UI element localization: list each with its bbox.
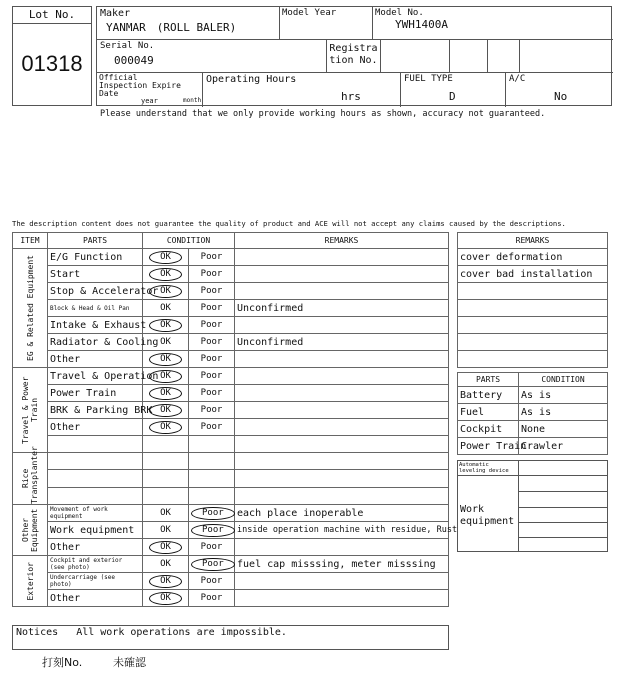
leveling-label: Automatic leveling device [458,461,519,476]
condition-poor [189,249,235,266]
poor-label: Poor [200,388,223,398]
work-equipment-box [457,460,608,552]
part-name [48,487,143,504]
condition-ok [143,505,189,522]
poor-label: Poor [200,286,223,296]
ok-circled: OK [149,251,182,264]
table-row [13,385,449,402]
remark [235,590,449,607]
poor-label: Poor [200,354,223,364]
condition-poor [189,385,235,402]
serial-value: 000049 [114,54,154,67]
condition-ok [143,351,189,368]
table-row [13,487,449,504]
part-name: Other [48,419,143,436]
side-parts-table [457,372,608,455]
stamp-label: 打刻No. [42,656,83,669]
ok-circled: OK [149,353,182,366]
poor-circled: Poor [191,524,235,537]
header-parts: PARTS [48,233,143,249]
ok-circled: OK [149,319,182,332]
work-row [519,507,607,508]
part-name: Stop & Accelerator [48,283,143,300]
table-row [13,402,449,419]
registration-box-1 [381,40,450,73]
condition-table [12,232,458,607]
table-row [13,283,449,300]
side-remark [458,334,608,351]
poor-label: Poor [200,371,223,381]
maker-label: Maker [100,8,131,19]
remark [235,317,449,334]
remark: each place inoperable [235,505,449,522]
lot-label: Lot No. [13,7,91,24]
remark [235,419,449,436]
condition-ok [143,522,189,539]
side-remark-row [458,283,608,300]
side-part-row [458,387,608,404]
condition-poor [189,283,235,300]
condition-ok [143,470,189,487]
table-row [13,419,449,436]
table-row [13,573,449,590]
poor-label: Poor [200,422,223,432]
model-no-cell [373,7,613,40]
side-condition-header: CONDITION [519,373,608,387]
side-part-condition: None [519,421,608,438]
side-remark: cover bad installation [458,266,608,283]
side-part-name: Power Train [458,438,519,455]
part-name: Cockpit and exterior (see photo) [48,556,143,573]
condition-poor [189,556,235,573]
condition-ok [143,436,189,453]
condition-ok [143,453,189,470]
disclaimer: The description content does not guarantee the quality of product and ACE will not accept any claims caused by the descriptions. [12,219,566,228]
side-remark-row [458,266,608,283]
poor-label: Poor [200,252,223,262]
ok-circled: OK [149,592,182,605]
stamp-value: 未確認 [113,656,146,669]
hours-unit: hrs [341,90,361,103]
ok-label: OK [160,525,171,535]
work-label: Work equipment [458,476,519,551]
side-part-name: Cockpit [458,421,519,438]
condition-poor [189,300,235,317]
remark: fuel cap misssing, meter misssing [235,556,449,573]
ok-circled: OK [149,370,182,383]
ok-label: OK [160,508,171,518]
condition-poor [189,351,235,368]
hours-note: Please understand that we only provide working hours as shown, accuracy not guaranteed. [100,109,546,119]
poor-label: Poor [200,303,223,313]
ok-circled: OK [149,285,182,298]
table-row [13,300,449,317]
side-part-row [458,421,608,438]
condition-poor [189,573,235,590]
part-name: Block & Head & Oil Pan [48,300,143,317]
part-name: Other [48,351,143,368]
remark [235,249,449,266]
condition-poor [189,590,235,607]
condition-ok [143,317,189,334]
table-row [13,590,449,607]
part-name: Radiator & Cooling [48,334,143,351]
side-remark-row [458,351,608,368]
model-year-cell [280,7,373,40]
group-label: Rice Transplanter [21,446,39,504]
lot-box [12,6,92,106]
condition-ok [143,556,189,573]
ok-circled: OK [149,404,182,417]
notices-box [12,625,449,650]
header-remarks: REMARKS [235,233,449,249]
side-remark [458,300,608,317]
ok-label: OK [160,303,171,313]
table-row [13,249,449,266]
hours-label: Operating Hours [206,74,297,85]
part-name: Travel & Operation [48,368,143,385]
poor-label: Poor [200,405,223,415]
ac-value: No [554,90,568,103]
condition-poor [189,539,235,556]
table-row [13,539,449,556]
condition-poor [189,522,235,539]
remark [235,266,449,283]
part-name: Other [48,590,143,607]
side-remark-row [458,249,608,266]
remark [235,436,449,453]
table-row [13,351,449,368]
registration-box-3 [488,40,520,73]
inspection-label: Official Inspection Expire Date [99,73,181,98]
notices-text: All work operations are impossible. [76,627,287,638]
notices-label: Notices [16,627,59,638]
month-label: month [183,97,202,104]
ok-circled: OK [149,421,182,434]
condition-ok [143,266,189,283]
condition-ok [143,385,189,402]
table-row [13,453,449,470]
ac-label: A/C [509,74,526,84]
poor-circled: Poor [191,558,235,571]
condition-poor [189,436,235,453]
remark [235,283,449,300]
table-row [13,266,449,283]
side-part-condition: As is [519,387,608,404]
model-no-value: YWH1400A [395,18,448,31]
condition-ok [143,300,189,317]
condition-ok [143,334,189,351]
table-row [13,505,449,522]
registration-box-4 [520,40,613,73]
remark [235,539,449,556]
remark [235,351,449,368]
part-name: Intake & Exhaust [48,317,143,334]
condition-ok [143,487,189,504]
ok-circled: OK [149,575,182,588]
work-row [519,522,607,523]
group-label: EG & Related Equipment [25,255,35,361]
poor-label: Poor [200,593,223,603]
condition-ok [143,539,189,556]
table-row [13,522,449,539]
table-row [13,317,449,334]
table-row [13,368,449,385]
condition-poor [189,453,235,470]
condition-poor [189,368,235,385]
work-row [519,491,607,492]
side-remark: cover deformation [458,249,608,266]
part-name: BRK & Parking BRK [48,402,143,419]
part-name [48,436,143,453]
remark [235,573,449,590]
model-year-label: Model Year [282,8,337,18]
side-part-row [458,438,608,455]
table-row [13,334,449,351]
group-label: Exterior [25,561,35,601]
serial-cell [97,40,327,73]
poor-label: Poor [200,542,223,552]
condition-poor [189,419,235,436]
side-part-name: Fuel [458,404,519,421]
condition-poor [189,334,235,351]
part-name [48,470,143,487]
condition-poor [189,266,235,283]
header-condition: CONDITION [143,233,235,249]
table-row [13,470,449,487]
condition-ok [143,249,189,266]
side-part-row [458,404,608,421]
remark: Unconfirmed [235,334,449,351]
part-name: Other [48,539,143,556]
part-name: Power Train [48,385,143,402]
ok-circled: OK [149,387,182,400]
side-part-condition: As is [519,404,608,421]
side-remark-row [458,317,608,334]
remark [235,402,449,419]
ok-label: OK [160,559,171,569]
condition-ok [143,419,189,436]
condition-poor [189,470,235,487]
maker-value: YANMAR (ROLL BALER) [106,21,237,34]
group-label: Travel & Power Train [21,376,39,444]
condition-ok [143,590,189,607]
header-item: ITEM [13,233,48,249]
side-remark [458,283,608,300]
remark [235,385,449,402]
side-remark-row [458,334,608,351]
poor-circled: Poor [191,507,235,520]
serial-label: Serial No. [100,41,155,51]
side-part-name: Battery [458,387,519,404]
side-remark [458,317,608,334]
lot-value: 01318 [21,51,83,76]
side-parts-header: PARTS [458,373,519,387]
condition-poor [189,487,235,504]
part-name [48,453,143,470]
ac-cell [506,73,613,107]
condition-ok [143,283,189,300]
part-name: E/G Function [48,249,143,266]
table-row [13,556,449,573]
work-row [519,537,607,538]
part-name: Movement of work equipment [48,505,143,522]
fuel-value: D [449,90,456,103]
part-name: Start [48,266,143,283]
remark: Unconfirmed [235,300,449,317]
remark [235,368,449,385]
maker-cell [97,7,280,40]
poor-label: Poor [200,269,223,279]
model-no-label: Model No. [375,8,424,18]
side-part-condition: Crawler [519,438,608,455]
condition-poor [189,505,235,522]
remark [235,470,449,487]
header-grid [96,6,612,106]
fuel-label: FUEL TYPE [404,74,453,84]
remark [235,453,449,470]
fuel-cell [401,73,506,107]
condition-ok [143,368,189,385]
poor-label: Poor [200,337,223,347]
part-name: Undercarriage (see photo) [48,573,143,590]
side-remark [458,351,608,368]
part-name: Work equipment [48,522,143,539]
remark [235,487,449,504]
side-remarks-header: REMARKS [458,233,608,249]
condition-ok [143,402,189,419]
poor-label: Poor [200,576,223,586]
ok-circled: OK [149,541,182,554]
table-row [13,436,449,453]
inspection-cell [97,73,203,107]
side-remark-row [458,300,608,317]
side-remarks-table [457,232,608,368]
leveling-value [519,461,607,476]
ok-label: OK [160,337,171,347]
hours-cell [203,73,401,107]
year-label: year [141,97,158,105]
group-label: Other Equipment [21,508,39,552]
condition-poor [189,317,235,334]
condition-ok [143,573,189,590]
registration-label: Registration No. [327,40,381,73]
ok-circled: OK [149,268,182,281]
remark: inside operation machine with residue, Rust [235,522,449,539]
condition-poor [189,402,235,419]
registration-box-2 [450,40,488,73]
poor-label: Poor [200,320,223,330]
